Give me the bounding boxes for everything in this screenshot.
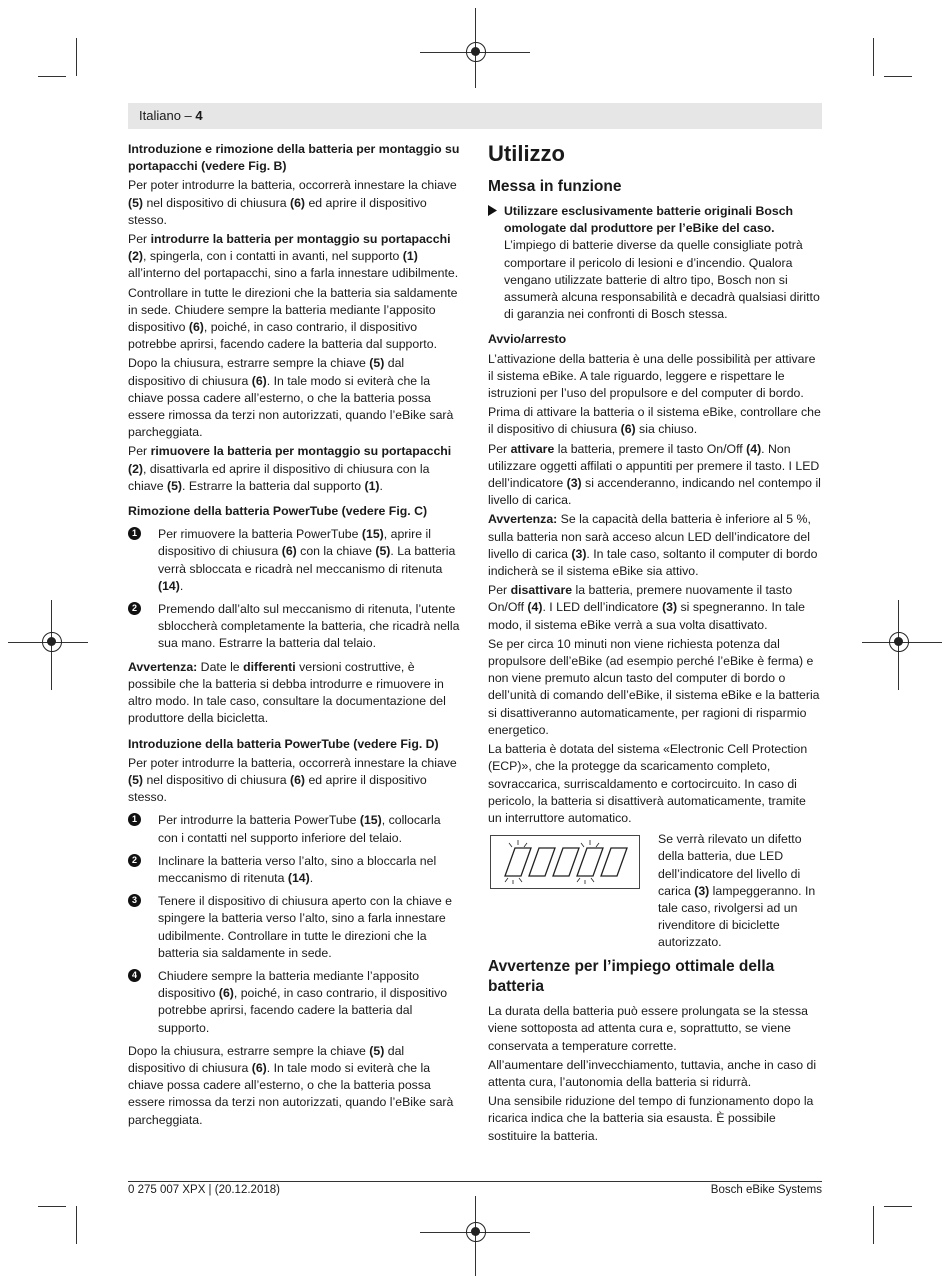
header-separator: – bbox=[180, 108, 196, 123]
registration-mark bbox=[466, 1222, 486, 1242]
paragraph: Per introdurre la batteria per montaggio su portapacchi (2), spingerla, con i contatti in avanti, nel supporto (1) all’interno del portapacchi, sino a farla innestare udibilmente. bbox=[128, 232, 459, 281]
led-notice-text: Se verrà rilevato un difetto della batteria, due LED dell’indicatore del livello di carica (3) lampeggeranno. In tale caso, rivolgersi ad un rivenditore di biciclette autorizzato. bbox=[658, 832, 816, 950]
step-number-icon: 1 bbox=[128, 813, 141, 826]
header-bar bbox=[128, 103, 822, 129]
paragraph: L’attivazione della batteria è una delle possibilità per attivare il sistema eBike. A tale riguardo, leggere e rispettare le istruzioni per l’uso del propulsore e del computer di bordo. bbox=[488, 351, 816, 401]
step-item: 2 Inclinare la batteria verso l’alto, sino a bloccarla nel meccanismo di ritenuta (14). bbox=[128, 853, 461, 887]
section-heading: Avvertenze per l’impiego ottimale della batteria bbox=[488, 958, 775, 996]
bullet-arrow-icon bbox=[488, 205, 497, 216]
paragraph: Per poter introdurre la batteria, occorrerà innestare la chiave (5) nel dispositivo di chiusura (6) ed aprire il dispositivo stesso. bbox=[128, 755, 457, 805]
paragraph: Se per circa 10 minuti non viene richiesta potenza dal propulsore dell’eBike (ad esempio perché l’eBike è ferma) e non viene premuto alcun tasto del computer di bordo o dell’unità di comando dell’eBike, il sistema eBike e la batteria si disattiveranno automaticamente, per ragioni di risparmio energetico. bbox=[488, 636, 820, 737]
warning-note: Avvertenza: Date le differenti versioni costruttive, è possibile che la batteria si debba introdurre e rimuovere in altro modo. In tale caso, consultare la documentazione del produttore della bicicletta. bbox=[128, 659, 446, 726]
registration-mark bbox=[889, 632, 909, 652]
header-language: Italiano bbox=[139, 108, 181, 123]
page-number: 4 bbox=[195, 108, 203, 123]
chapter-title: Utilizzo bbox=[488, 141, 565, 166]
crop-mark bbox=[884, 76, 912, 77]
paragraph: Una sensibile riduzione del tempo di funzionamento dopo la ricarica indica che la batteria sia esausta. È possibile sostituire la batteria. bbox=[488, 1094, 814, 1143]
crop-mark bbox=[38, 76, 66, 77]
right-column bbox=[488, 141, 821, 1147]
section-heading: Messa in funzione bbox=[488, 178, 622, 195]
footer-doc-number: 0 275 007 XPX | (20.12.2018) bbox=[128, 1184, 280, 1196]
step-number-icon: 2 bbox=[128, 602, 141, 615]
step-item: 2 Premendo dall’alto sul meccanismo di ritenuta, l’utente sbloccherà completamente la batteria, che ricadrà nella sua mano. Estrarre la batteria dal telaio. bbox=[128, 601, 461, 653]
paragraph: Per rimuovere la batteria per montaggio su portapacchi (2), disattivarla ed aprire il dispositivo di chiusura con la chiave (5). Estrarre la batteria dal supporto (1). bbox=[128, 444, 452, 493]
paragraph: Per disattivare la batteria, premere nuovamente il tasto On/Off (4). I LED dell’indicatore (3) si spegneranno. In tale modo, il sistema eBike verrà a sua volta disattivato. bbox=[488, 583, 805, 632]
crop-mark bbox=[76, 38, 77, 76]
crop-mark bbox=[873, 38, 874, 76]
crop-mark bbox=[38, 1206, 66, 1207]
registration-mark bbox=[42, 632, 62, 652]
page-header bbox=[139, 108, 203, 123]
step-number-icon: 2 bbox=[128, 854, 141, 867]
paragraph: Prima di attivare la batteria o il sistema eBike, controllare che il dispositivo di chiusura (6) sia chiuso. bbox=[488, 405, 821, 437]
crop-mark bbox=[873, 1206, 874, 1244]
section-title: Introduzione della batteria PowerTube (vedere Fig. D) bbox=[128, 736, 439, 751]
step-item: 1 Per introdurre la batteria PowerTube (15), collocarla con i contatti nel supporto inferiore del telaio. bbox=[128, 812, 461, 846]
footer-rule bbox=[128, 1181, 822, 1182]
registration-mark bbox=[466, 42, 486, 62]
paragraph: Dopo la chiusura, estrarre sempre la chiave (5) dal dispositivo di chiusura (6). In tale modo si eviterà che la chiave possa cadere all’esterno, o che la batteria possa essere rimossa da terzi non autorizzati, quando l’eBike sarà parcheggiata. bbox=[128, 356, 454, 440]
crop-mark bbox=[884, 1206, 912, 1207]
paragraph: Dopo la chiusura, estrarre sempre la chiave (5) dal dispositivo di chiusura (6). In tale modo si eviterà che la chiave possa cadere all’esterno, o che la batteria possa essere rimossa da terzi non autorizzati, quando l’eBike sarà parcheggiata. bbox=[128, 1043, 454, 1127]
led-indicator-illustration bbox=[490, 835, 640, 889]
step-item: 3 Tenere il dispositivo di chiusura aperto con la chiave e spingere la batteria verso l’alto, sino a farla innestare udibilmente. Controllare in tutte le direzioni che la batteria sia saldamente in sede. bbox=[128, 893, 461, 962]
section-title: Rimozione della batteria PowerTube (vedere Fig. C) bbox=[128, 504, 428, 519]
paragraph: La durata della batteria può essere prolungata se la stessa viene sottoposta ad attenta cura e, soprattutto, se viene conservata a temperature corrette. bbox=[488, 1004, 808, 1053]
step-item: 4 Chiudere sempre la batteria mediante l’apposito dispositivo (6), poiché, in caso contrario, il dispositivo potrebbe aprirsi, facendo cadere la batteria dal supporto. bbox=[128, 968, 461, 1037]
paragraph: Per poter introdurre la batteria, occorrerà innestare la chiave (5) nel dispositivo di chiusura (6) ed aprire il dispositivo stesso. bbox=[128, 178, 457, 227]
footer-company: Bosch eBike Systems bbox=[710, 1184, 822, 1196]
step-number-icon: 4 bbox=[128, 969, 141, 982]
warning-note: Avvertenza: Se la capacità della batteria è inferiore al 5 %, sulla batteria non sarà acceso alcun LED dell’indicatore del livello di carica (3). In tale caso, soltanto il computer di bordo indicherà se il sistema eBike sia attivo. bbox=[488, 512, 818, 579]
warning-item: Utilizzare esclusivamente batterie originali Bosch omologate dal produttore per l’eBike del caso. L’impiego di batterie diverse da quelle consigliate potrà comportare il pericolo di lesioni e d’incendio. Qualora vengano utilizzate batterie di altro tipo, Bosch non si assumerà alcuna responsabilità e decadrà qualsiasi diritto di garanzia nei confronti di Bosch stessa. bbox=[488, 203, 821, 323]
paragraph: Controllare in tutte le direzioni che la batteria sia saldamente in sede. Chiudere sempre la batteria mediante l’apposito dispositivo (6), poiché, in caso contrario, il dispositivo potrebbe aprirsi, facendo cadere la batteria dal supporto. bbox=[128, 285, 458, 352]
left-column bbox=[128, 141, 461, 1131]
section-title: Introduzione e rimozione della batteria per montaggio su portapacchi (vedere Fig. B) bbox=[128, 142, 460, 174]
paragraph: All’aumentare dell’invecchiamento, tuttavia, anche in caso di attenta cura, l’autonomia della batteria si ridurrà. bbox=[488, 1057, 817, 1089]
step-number-icon: 3 bbox=[128, 894, 141, 907]
paragraph: La batteria è dotata del sistema «Electronic Cell Protection (ECP)», che la protegge da scaricamento completo, sovraccarica, surriscaldamento e cortocircuito. In caso di pericolo, la batteria si disattiverà automaticamente, tramite un interruttore automatico. bbox=[488, 742, 808, 825]
subsection-title: Avvio/arresto bbox=[488, 332, 567, 347]
crop-mark bbox=[76, 1206, 77, 1244]
paragraph: Per attivare la batteria, premere il tasto On/Off (4). Non utilizzare oggetti affilati o appuntiti per premere il tasto. I LED dell’indicatore (3) si accenderanno, indicando nel contempo il livello di carica. bbox=[488, 441, 821, 508]
led-notice bbox=[488, 831, 821, 950]
step-number-icon: 1 bbox=[128, 527, 141, 540]
step-item: 1 Per rimuovere la batteria PowerTube (15), aprire il dispositivo di chiusura (6) con la chiave (5). La batteria verrà sbloccata e ricadrà nel meccanismo di ritenuta (14). bbox=[128, 526, 461, 595]
